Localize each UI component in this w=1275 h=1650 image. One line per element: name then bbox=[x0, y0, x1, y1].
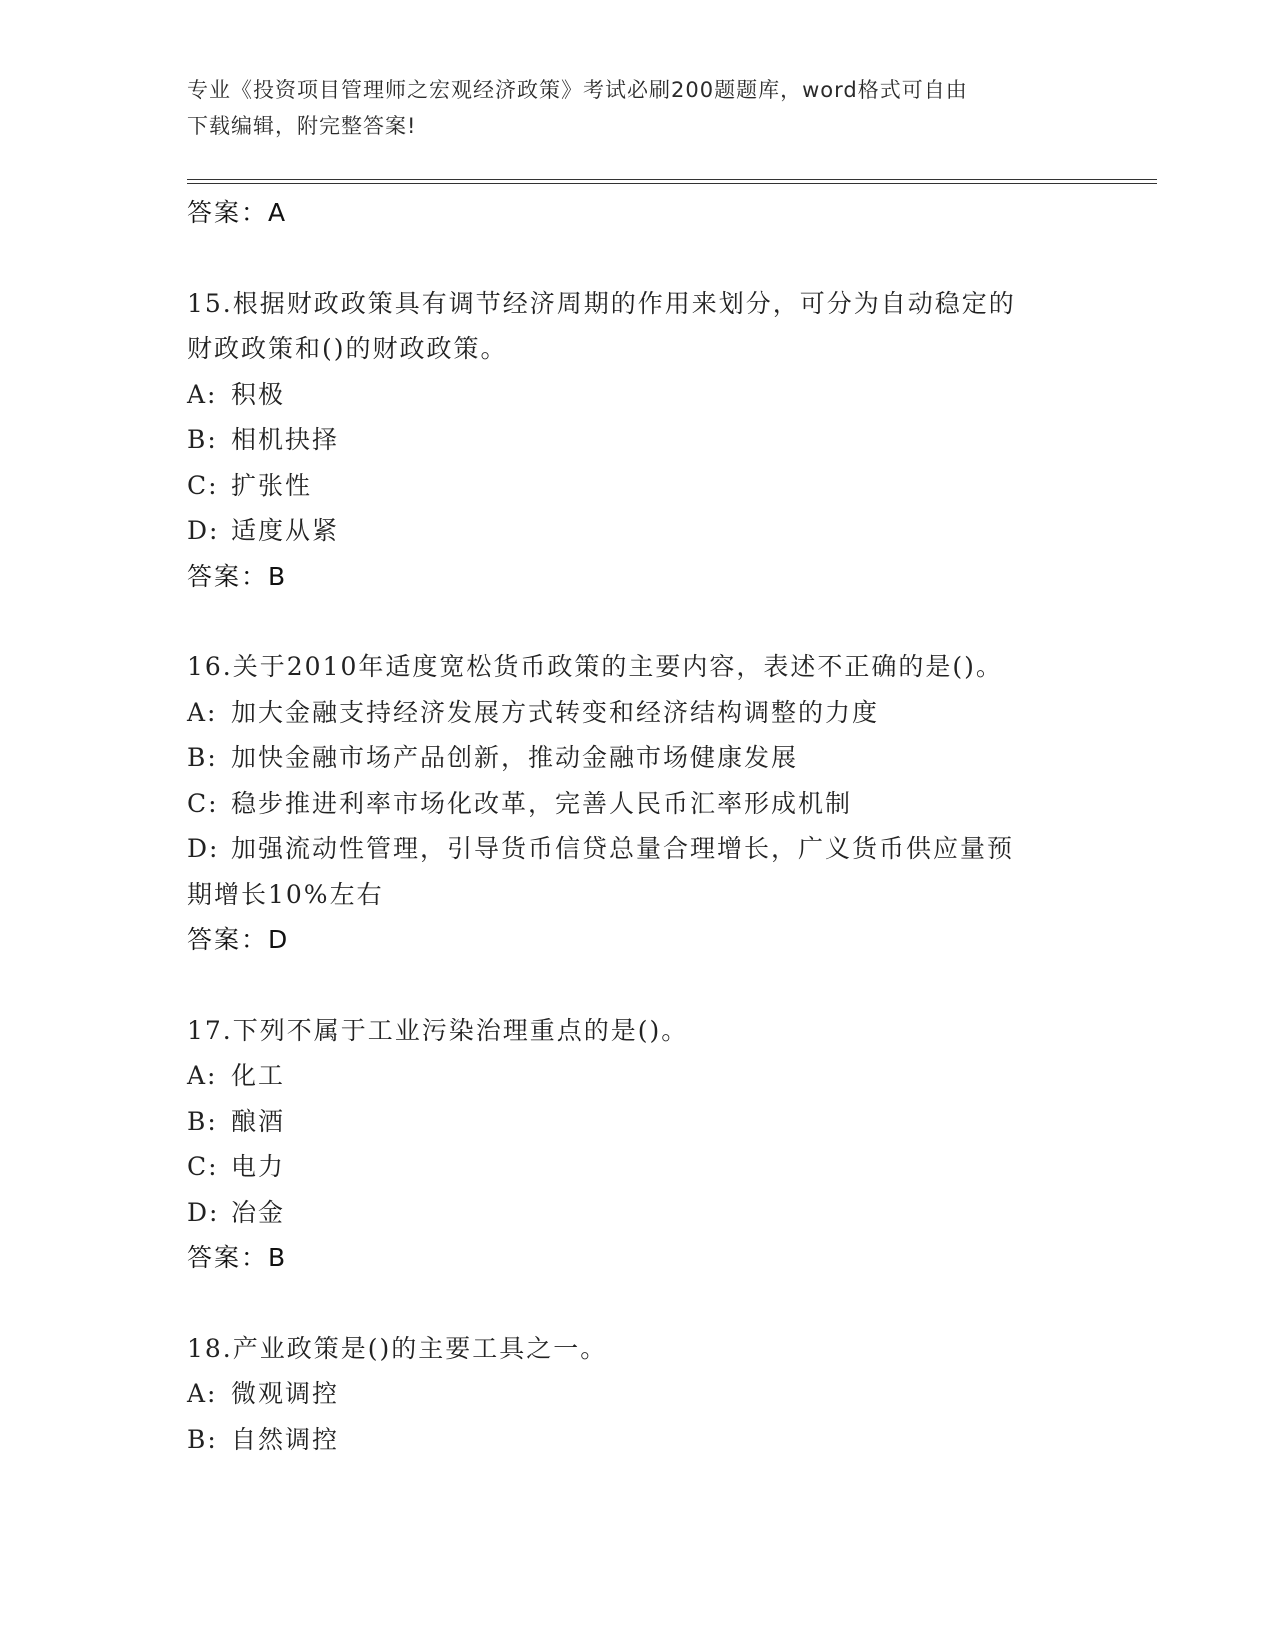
option-a: A: 积极 bbox=[187, 379, 286, 409]
option-b: B: 自然调控 bbox=[187, 1424, 340, 1454]
answer-line: 答案：D bbox=[187, 925, 290, 954]
option-c: C: 稳步推进利率市场化改革，完善人民币汇率形成机制 bbox=[187, 788, 853, 818]
spacer bbox=[187, 236, 1087, 281]
question-15 bbox=[187, 281, 1087, 600]
header-line-1: 专业《投资项目管理师之宏观经济政策》考试必刷200题题库，word格式可自由 bbox=[187, 78, 968, 102]
question-stem: 16.关于2010年适度宽松货币政策的主要内容，表述不正确的是()。 bbox=[187, 652, 1003, 681]
question-stem: 18.产业政策是()的主要工具之一。 bbox=[187, 1333, 608, 1363]
option-d: D: 冶金 bbox=[187, 1197, 286, 1227]
option-a: A: 加大金融支持经济发展方式转变和经济结构调整的力度 bbox=[187, 697, 880, 727]
option-a: A: 微观调控 bbox=[187, 1379, 340, 1408]
question-stem: 财政政策和()的财政政策。 bbox=[187, 334, 508, 363]
question-16 bbox=[187, 644, 1087, 963]
document-header bbox=[187, 72, 1067, 144]
question-17 bbox=[187, 1008, 1087, 1281]
option-d-continuation: 期增长10%左右 bbox=[187, 879, 384, 909]
question-stem: 17.下列不属于工业污染治理重点的是()。 bbox=[187, 1015, 689, 1045]
option-a: A: 化工 bbox=[187, 1061, 286, 1090]
option-d: D: 适度从紧 bbox=[187, 516, 340, 545]
option-b: B: 相机抉择 bbox=[187, 425, 340, 454]
answer-line: 答案：A bbox=[187, 198, 288, 227]
option-b: B: 酿酒 bbox=[187, 1106, 286, 1136]
spacer bbox=[187, 599, 1087, 644]
option-c: C: 电力 bbox=[187, 1152, 286, 1181]
option-c: C: 扩张性 bbox=[187, 470, 313, 500]
answer-line: 答案：B bbox=[187, 561, 288, 591]
header-divider-top bbox=[187, 179, 1157, 180]
question-18 bbox=[187, 1326, 1087, 1463]
option-b: B: 加快金融市场产品创新，推动金融市场健康发展 bbox=[187, 743, 799, 772]
question-stem: 15.根据财政政策具有调节经济周期的作用来划分，可分为自动稳定的 bbox=[187, 288, 1016, 318]
spacer bbox=[187, 1281, 1087, 1326]
option-d: D: 加强流动性管理，引导货币信贷总量合理增长，广义货币供应量预 bbox=[187, 834, 1015, 863]
header-line-2: 下载编辑，附完整答案! bbox=[187, 114, 417, 138]
spacer bbox=[187, 963, 1087, 1008]
header-divider-bottom bbox=[187, 183, 1157, 184]
question-list bbox=[187, 190, 1087, 1462]
answer-line: 答案：B bbox=[187, 1243, 288, 1272]
